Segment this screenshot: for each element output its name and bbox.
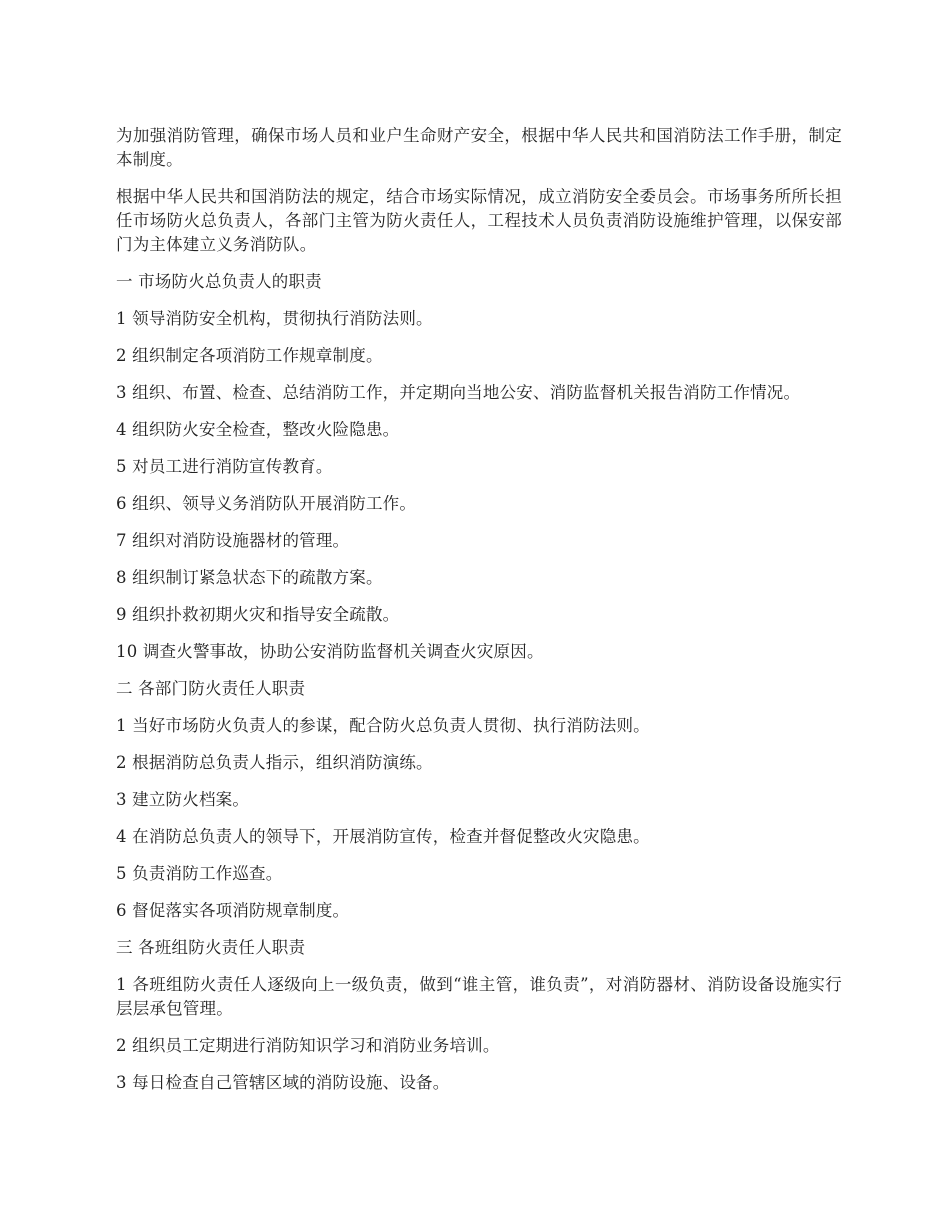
list-item: 2 组织员工定期进行消防知识学习和消防业务培训。 [116, 1036, 500, 1055]
list-item: 1 领导消防安全机构，贯彻执行消防法则。 [116, 309, 433, 328]
section-heading-2: 二 各部门防火责任人职责 [116, 679, 306, 698]
list-item: 1 各班组防火责任人逐级向上一级负责，做到“谁主管，谁负责”，对消防器材、消防设备设施实行层层承包管理。 [116, 975, 842, 1018]
list-item: 4 组织防火安全检查，整改火险隐患。 [116, 420, 400, 439]
list-item: 2 组织制定各项消防工作规章制度。 [116, 346, 383, 365]
list-item: 9 组织扑救初期火灾和指导安全疏散。 [116, 605, 400, 624]
list-item: 3 组织、布置、检查、总结消防工作，并定期向当地公安、消防监督机关报告消防工作情况。 [116, 383, 801, 402]
list-item: 4 在消防总负责人的领导下，开展消防宣传，检查并督促整改火灾隐患。 [116, 827, 650, 846]
list-item: 6 组织、领导义务消防队开展消防工作。 [116, 494, 417, 513]
committee-paragraph: 根据中华人民共和国消防法的规定，结合市场实际情况，成立消防安全委员会。市场事务所所长担任市场防火总负责人，各部门主管为防火责任人，工程技术人员负责消防设施维护管理，以保安部门为主体建立义务消防队。 [116, 187, 842, 254]
section-heading-3: 三 各班组防火责任人职责 [116, 938, 306, 957]
list-item: 8 组织制订紧急状态下的疏散方案。 [116, 568, 383, 587]
list-item: 2 根据消防总负责人指示，组织消防演练。 [116, 753, 433, 772]
section-heading-1: 一 市场防火总负责人的职责 [116, 272, 322, 291]
list-item: 10 调查火警事故，协助公安消防监督机关调查火灾原因。 [116, 642, 544, 661]
list-item: 1 当好市场防火负责人的参谋，配合防火总负责人贯彻、执行消防法则。 [116, 716, 650, 735]
list-item: 5 负责消防工作巡查。 [116, 864, 283, 883]
list-item: 5 对员工进行消防宣传教育。 [116, 457, 333, 476]
intro-paragraph: 为加强消防管理，确保市场人员和业户生命财产安全，根据中华人民共和国消防法工作手册，制定本制度。 [116, 126, 842, 169]
list-item: 3 建立防火档案。 [116, 790, 250, 809]
list-item: 3 每日检查自己管辖区域的消防设施、设备。 [116, 1073, 450, 1092]
list-item: 6 督促落实各项消防规章制度。 [116, 901, 350, 920]
document-page [116, 124, 842, 1108]
list-item: 7 组织对消防设施器材的管理。 [116, 531, 350, 550]
